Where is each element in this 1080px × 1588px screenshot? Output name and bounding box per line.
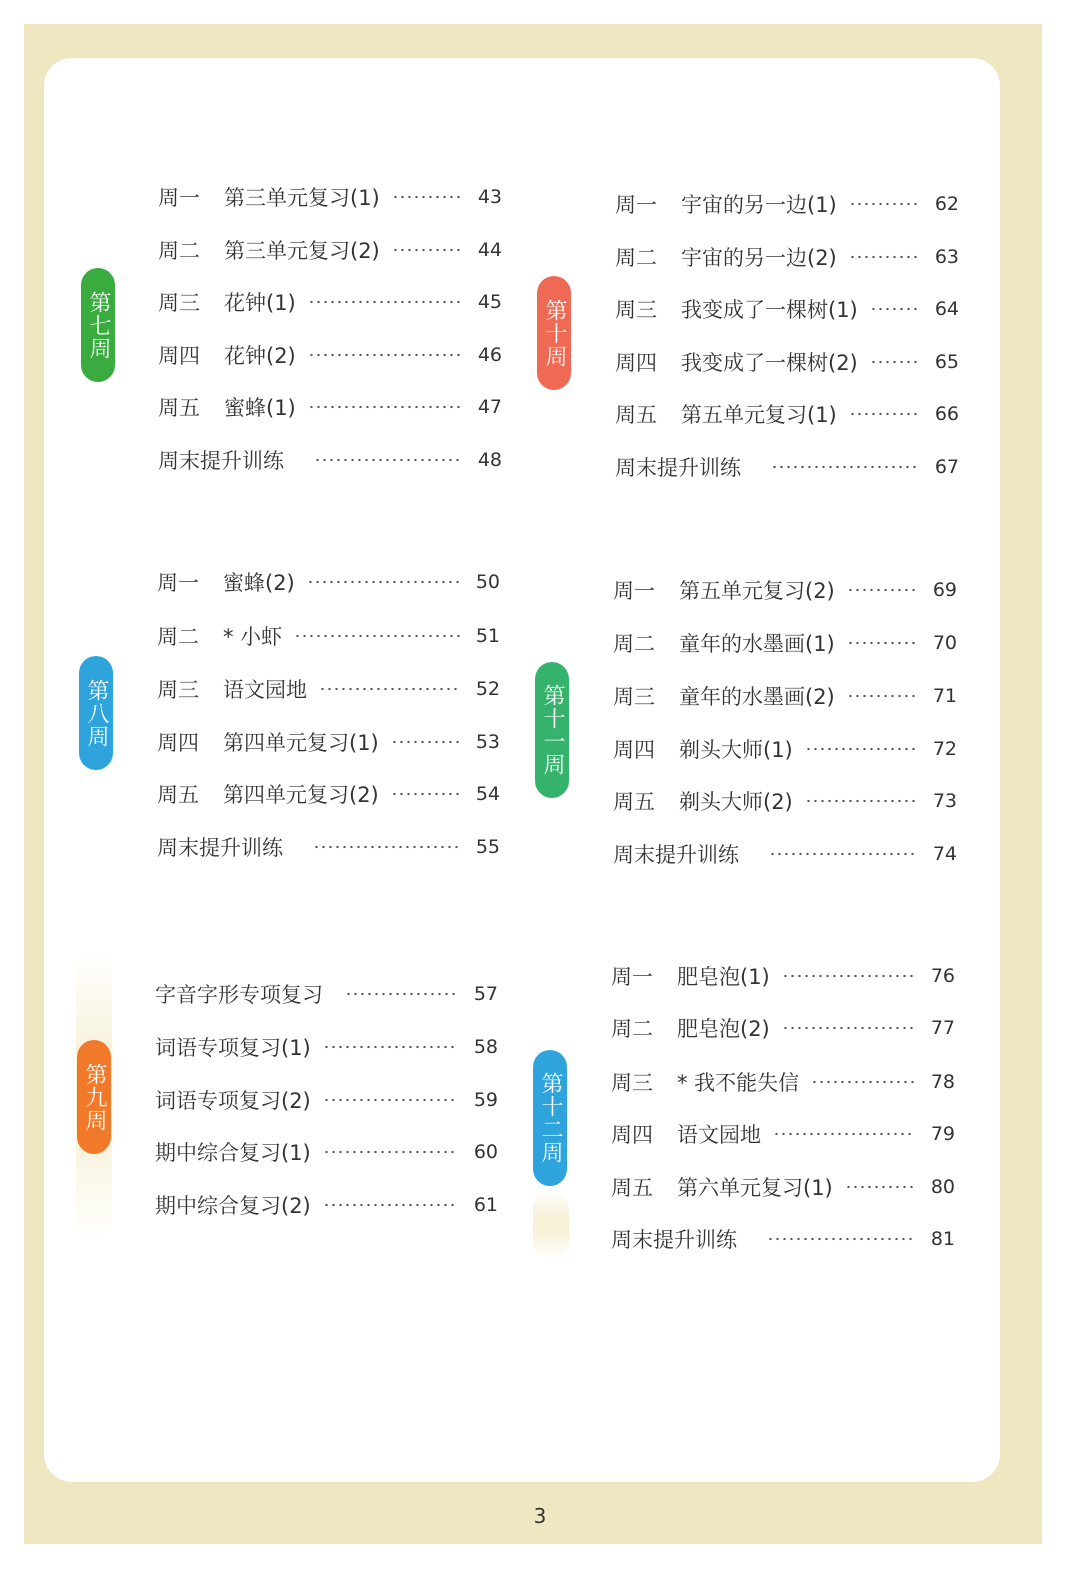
leader-dots bbox=[294, 634, 460, 638]
toc-entry[interactable] bbox=[611, 1119, 955, 1149]
entry-title: 花钟(1) bbox=[224, 291, 296, 315]
entry-day: 周二 bbox=[613, 632, 655, 656]
entry-title: * 小虾 bbox=[223, 625, 283, 649]
entry-title: 第五单元复习(2) bbox=[679, 579, 835, 603]
leader-dots bbox=[308, 405, 462, 409]
entry-page: 65 bbox=[934, 351, 959, 373]
toc-entry[interactable] bbox=[615, 347, 959, 377]
entry-page: 70 bbox=[932, 632, 957, 654]
entry-day: 周二 bbox=[611, 1017, 653, 1041]
entry-day: 周五 bbox=[611, 1176, 653, 1200]
leader-dots bbox=[308, 300, 462, 304]
toc-entry[interactable] bbox=[615, 452, 959, 482]
entry-page: 55 bbox=[475, 836, 500, 858]
leader-dots bbox=[308, 353, 462, 357]
entry-title: 字音字形专项复习 bbox=[155, 983, 323, 1007]
leader-dots bbox=[805, 799, 917, 803]
entry-day: 周五 bbox=[615, 403, 657, 427]
toc-entry[interactable] bbox=[615, 242, 959, 272]
toc-entry[interactable] bbox=[611, 961, 955, 991]
entry-title: 花钟(2) bbox=[224, 344, 296, 368]
leader-dots bbox=[391, 792, 460, 796]
leader-dots bbox=[849, 412, 919, 416]
leader-dots bbox=[323, 1203, 458, 1207]
toc-entry[interactable] bbox=[158, 392, 502, 422]
entry-page: 60 bbox=[473, 1141, 498, 1163]
entry-title: 周末提升训练 bbox=[611, 1228, 737, 1252]
entry-page: 45 bbox=[477, 291, 502, 313]
entry-title: * 我不能失信 bbox=[677, 1071, 800, 1095]
entry-day: 周三 bbox=[611, 1071, 653, 1095]
toc-entry[interactable] bbox=[158, 235, 502, 265]
leader-dots bbox=[847, 641, 917, 645]
entry-day: 周三 bbox=[158, 291, 200, 315]
entry-page: 71 bbox=[932, 685, 957, 707]
entry-day: 周四 bbox=[611, 1123, 653, 1147]
entry-day: 周五 bbox=[158, 396, 200, 420]
toc-entry[interactable] bbox=[157, 674, 500, 704]
toc-entry[interactable] bbox=[158, 182, 502, 212]
toc-entry[interactable] bbox=[613, 681, 957, 711]
entry-title: 期中综合复习(1) bbox=[155, 1141, 311, 1165]
entry-day: 周四 bbox=[157, 731, 199, 755]
entry-day: 周二 bbox=[615, 246, 657, 270]
entry-title: 童年的水墨画(2) bbox=[679, 685, 835, 709]
entry-page: 74 bbox=[932, 843, 957, 865]
entry-page: 66 bbox=[934, 403, 959, 425]
entry-title: 第六单元复习(1) bbox=[677, 1176, 833, 1200]
entry-page: 54 bbox=[475, 783, 500, 805]
leader-dots bbox=[307, 580, 460, 584]
leader-dots bbox=[782, 1026, 915, 1030]
entry-page: 78 bbox=[930, 1071, 955, 1093]
toc-entry[interactable] bbox=[155, 1190, 498, 1220]
entry-day: 周五 bbox=[157, 783, 199, 807]
entry-page: 79 bbox=[930, 1123, 955, 1145]
entry-title: 周末提升训练 bbox=[613, 843, 739, 867]
leader-dots bbox=[319, 687, 460, 691]
entry-page: 46 bbox=[477, 344, 502, 366]
leader-dots bbox=[870, 307, 919, 311]
toc-entry[interactable] bbox=[155, 979, 498, 1009]
toc-entry[interactable] bbox=[613, 786, 957, 816]
leader-dots bbox=[323, 1150, 458, 1154]
toc-entry[interactable] bbox=[611, 1224, 955, 1254]
entry-day: 周二 bbox=[158, 239, 200, 263]
leader-dots bbox=[392, 195, 462, 199]
entry-page: 44 bbox=[477, 239, 502, 261]
leader-dots bbox=[314, 458, 462, 462]
entry-page: 77 bbox=[930, 1017, 955, 1039]
entry-day: 周三 bbox=[157, 678, 199, 702]
entry-title: 蜜蜂(2) bbox=[223, 571, 295, 595]
leader-dots bbox=[323, 1098, 458, 1102]
entry-title: 第三单元复习(2) bbox=[224, 239, 380, 263]
toc-entry[interactable] bbox=[155, 1085, 498, 1115]
leader-dots bbox=[847, 694, 917, 698]
toc-entry[interactable] bbox=[611, 1172, 955, 1202]
entry-title: 第三单元复习(1) bbox=[224, 186, 380, 210]
entry-page: 73 bbox=[932, 790, 957, 812]
entry-page: 51 bbox=[475, 625, 500, 647]
entry-page: 64 bbox=[934, 298, 959, 320]
leader-dots bbox=[870, 360, 919, 364]
entry-title: 期中综合复习(2) bbox=[155, 1194, 311, 1218]
entry-day: 周五 bbox=[613, 790, 655, 814]
entry-page: 72 bbox=[932, 738, 957, 760]
toc-entry[interactable] bbox=[157, 727, 500, 757]
week-9-label: 第九周 bbox=[77, 1040, 111, 1154]
entry-page: 43 bbox=[477, 186, 502, 208]
leader-dots bbox=[392, 248, 462, 252]
entry-title: 蜜蜂(1) bbox=[224, 396, 296, 420]
entry-title: 宇宙的另一边(1) bbox=[681, 193, 837, 217]
entry-title: 剃头大师(1) bbox=[679, 738, 793, 762]
leader-dots bbox=[767, 1237, 915, 1241]
week-11-label: 第十一周 bbox=[535, 662, 569, 798]
entry-title: 词语专项复习(1) bbox=[155, 1036, 311, 1060]
entry-page: 62 bbox=[934, 193, 959, 215]
leader-dots bbox=[769, 852, 917, 856]
entry-day: 周二 bbox=[157, 625, 199, 649]
entry-page: 63 bbox=[934, 246, 959, 268]
leader-dots bbox=[845, 1185, 915, 1189]
entry-title: 宇宙的另一边(2) bbox=[681, 246, 837, 270]
entry-title: 语文园地 bbox=[223, 678, 307, 702]
entry-title: 语文园地 bbox=[677, 1123, 761, 1147]
entry-title: 周末提升训练 bbox=[158, 449, 284, 473]
toc-entry[interactable] bbox=[611, 1067, 955, 1097]
leader-dots bbox=[805, 747, 917, 751]
entry-page: 80 bbox=[930, 1176, 955, 1198]
week-12-label: 第十二周 bbox=[533, 1050, 567, 1186]
entry-day: 周一 bbox=[157, 571, 199, 595]
toc-entry[interactable] bbox=[158, 287, 502, 317]
entry-title: 肥皂泡(2) bbox=[677, 1017, 770, 1041]
entry-day: 周一 bbox=[611, 965, 653, 989]
toc-entry[interactable] bbox=[155, 1137, 498, 1167]
entry-day: 周一 bbox=[613, 579, 655, 603]
decorative-bar bbox=[533, 1190, 569, 1260]
entry-day: 周三 bbox=[613, 685, 655, 709]
leader-dots bbox=[811, 1080, 915, 1084]
leader-dots bbox=[847, 588, 917, 592]
toc-entry[interactable] bbox=[155, 1032, 498, 1062]
toc-entry[interactable] bbox=[611, 1013, 955, 1043]
toc-entry[interactable] bbox=[615, 399, 959, 429]
toc-entry[interactable] bbox=[158, 445, 502, 475]
toc-entry[interactable] bbox=[157, 567, 500, 597]
leader-dots bbox=[391, 740, 460, 744]
entry-day: 周三 bbox=[615, 298, 657, 322]
entry-title: 词语专项复习(2) bbox=[155, 1089, 311, 1113]
week-7-label: 第七周 bbox=[81, 268, 115, 382]
entry-title: 第四单元复习(1) bbox=[223, 731, 379, 755]
leader-dots bbox=[313, 845, 460, 849]
entry-page: 81 bbox=[930, 1228, 955, 1250]
leader-dots bbox=[323, 1045, 458, 1049]
toc-entry[interactable] bbox=[613, 839, 957, 869]
leader-dots bbox=[345, 992, 458, 996]
toc-entry[interactable] bbox=[157, 779, 500, 809]
entry-page: 50 bbox=[475, 571, 500, 593]
entry-title: 剃头大师(2) bbox=[679, 790, 793, 814]
toc-entry[interactable] bbox=[158, 340, 502, 370]
entry-page: 69 bbox=[932, 579, 957, 601]
entry-page: 58 bbox=[473, 1036, 498, 1058]
entry-day: 周四 bbox=[613, 738, 655, 762]
toc-entry[interactable] bbox=[613, 575, 957, 605]
entry-title: 我变成了一棵树(2) bbox=[681, 351, 858, 375]
entry-title: 我变成了一棵树(1) bbox=[681, 298, 858, 322]
entry-page: 48 bbox=[477, 449, 502, 471]
entry-title: 童年的水墨画(1) bbox=[679, 632, 835, 656]
leader-dots bbox=[782, 974, 915, 978]
entry-day: 周一 bbox=[158, 186, 200, 210]
entry-day: 周一 bbox=[615, 193, 657, 217]
toc-entry[interactable] bbox=[615, 189, 959, 219]
entry-day: 周四 bbox=[615, 351, 657, 375]
toc-entry[interactable] bbox=[615, 294, 959, 324]
leader-dots bbox=[773, 1132, 915, 1136]
page-number: 3 bbox=[533, 1504, 547, 1528]
entry-title: 周末提升训练 bbox=[615, 456, 741, 480]
entry-page: 52 bbox=[475, 678, 500, 700]
entry-page: 53 bbox=[475, 731, 500, 753]
entry-page: 57 bbox=[473, 983, 498, 1005]
entry-title: 肥皂泡(1) bbox=[677, 965, 770, 989]
toc-entry[interactable] bbox=[157, 621, 500, 651]
leader-dots bbox=[771, 465, 919, 469]
toc-entry[interactable] bbox=[157, 832, 500, 862]
entry-title: 第五单元复习(1) bbox=[681, 403, 837, 427]
entry-day: 周四 bbox=[158, 344, 200, 368]
week-10-label: 第十周 bbox=[537, 276, 571, 390]
toc-entry[interactable] bbox=[613, 734, 957, 764]
entry-page: 61 bbox=[473, 1194, 498, 1216]
entry-page: 47 bbox=[477, 396, 502, 418]
toc-entry[interactable] bbox=[613, 628, 957, 658]
week-8-label: 第八周 bbox=[79, 656, 113, 770]
leader-dots bbox=[849, 202, 919, 206]
entry-title: 周末提升训练 bbox=[157, 836, 283, 860]
entry-title: 第四单元复习(2) bbox=[223, 783, 379, 807]
entry-page: 67 bbox=[934, 456, 959, 478]
leader-dots bbox=[849, 255, 919, 259]
entry-page: 59 bbox=[473, 1089, 498, 1111]
entry-page: 76 bbox=[930, 965, 955, 987]
